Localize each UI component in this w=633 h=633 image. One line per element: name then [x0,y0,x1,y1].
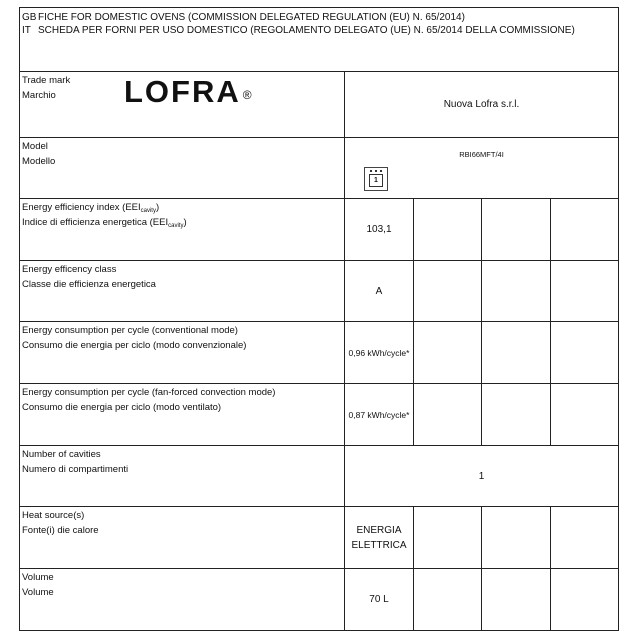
volume-value-cell [345,569,414,630]
model-label-it: Modello [22,156,56,167]
empty-cell [482,507,551,568]
volume-label-it: Volume [22,587,54,598]
heat-source-label-it: Fonte(i) die calore [22,525,99,536]
country-code-gb: GB [22,12,37,23]
eei-label-it: Indice di efficienza energetica $(EEI_{cavity})$ [22,217,187,229]
volume-label-en: Volume [22,572,54,583]
empty-cell [482,569,551,630]
oven-knob-icon [375,170,377,172]
model-label-cell [20,138,345,198]
fiche-header [20,8,618,72]
fan-label-it: Consumo die energia per ciclo (modo ventilato) [22,402,222,413]
model-value-cell [345,138,618,198]
lofra-logo [124,74,252,109]
heat-source-value-line2: ELETTRICA [351,539,407,551]
empty-cell [551,261,618,321]
energy-class-label-en: Energy efficency class [22,264,117,275]
oven-cavity-icon [364,167,388,191]
empty-cell [551,384,618,445]
conventional-value-cell [345,322,414,383]
fan-consumption-row [20,384,618,446]
eei-value-cell [345,199,414,260]
header-title-gb: FICHE FOR DOMESTIC OVENS (COMMISSION DELEGATED REGULATION (EU) N. 65/2014) [38,12,465,23]
empty-cell [482,322,551,383]
cavities-value: 1 [478,470,485,482]
empty-cell [551,507,618,568]
energy-class-label-it: Classe die efficienza energetica [22,279,156,290]
header-title-it: SCHEDA PER FORNI PER USO DOMESTICO (REGOLAMENTO DELEGATO (UE) N. 65/2014 DELLA COMMISSIONE) [38,25,575,36]
empty-cell [482,384,551,445]
cavities-label-en: Number of cavities [22,449,101,460]
eei-value: 103,1 [366,224,392,235]
registered-mark: ® [242,88,252,102]
energy-class-label-cell [20,261,345,321]
empty-cell [414,569,482,630]
empty-cell [551,199,618,260]
eei-label-en: Energy efficiency index $(EEI_{cavity})$ [22,202,160,214]
empty-cell [414,199,482,260]
volume-row [20,569,618,630]
oven-knob-icon [370,170,372,172]
heat-source-row [20,507,618,569]
empty-cell [482,261,551,321]
energy-class-value: A [375,285,383,297]
oven-knob-icon [380,170,382,172]
heat-source-value-line1: ENERGIA [356,524,402,536]
oven-fiche-table [19,7,619,631]
energy-class-row [20,261,618,322]
eei-row [20,199,618,261]
empty-cell [482,199,551,260]
trademark-value: Nuova Lofra s.r.l. [443,99,520,110]
fan-label-en: Energy consumption per cycle (fan-forced convection mode) [22,387,276,398]
oven-cavity-number: 1 [369,174,383,187]
conventional-consumption-row [20,322,618,384]
country-code-it: IT [22,25,31,36]
empty-cell [414,322,482,383]
conventional-label-it: Consumo die energia per ciclo (modo convenzionale) [22,340,247,351]
energy-class-value-cell [345,261,414,321]
header-line-gb [22,11,616,24]
heat-source-label-en: Heat source(s) [22,510,85,521]
model-label-en: Model [22,141,48,152]
model-row [20,138,618,199]
cavities-value-cell [345,446,618,506]
cavities-row [20,446,618,507]
conventional-label-cell [20,322,345,383]
conventional-value: 0,96 kWh/cycle* [348,347,410,358]
empty-cell [551,322,618,383]
fan-label-cell [20,384,345,445]
heat-source-label-cell [20,507,345,568]
heat-source-value-cell [345,507,414,568]
header-line-it [22,24,616,37]
trademark-value-cell [345,72,618,137]
fan-value: 0,87 kWh/cycle* [348,409,410,420]
empty-cell [414,507,482,568]
volume-value: 70 L [369,594,389,605]
trademark-label-en: Trade mark [22,75,71,86]
trademark-label-it: Marchio [22,90,56,101]
eei-label-cell [20,199,345,260]
fan-value-cell [345,384,414,445]
empty-cell [551,569,618,630]
empty-cell [414,261,482,321]
conventional-label-en: Energy consumption per cycle (conventional mode) [22,325,238,336]
model-code: RBI66MFT/4I [459,150,504,159]
empty-cell [414,384,482,445]
cavities-label-cell [20,446,345,506]
trademark-row [20,72,618,138]
trademark-label-cell [20,72,345,137]
lofra-logo-text: LOFRA [124,74,241,109]
volume-label-cell [20,569,345,630]
cavities-label-it: Numero di compartimenti [22,464,129,475]
